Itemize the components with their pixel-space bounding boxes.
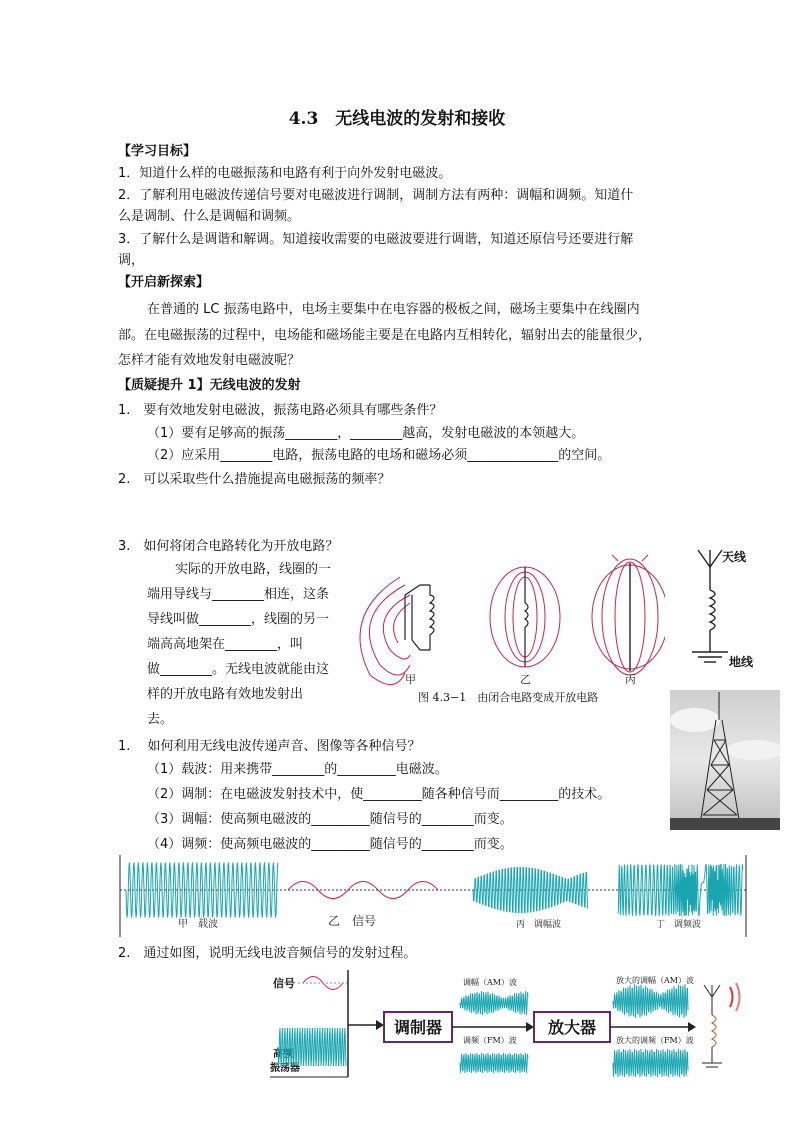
goal-line-4: 3．了解什么是调谐和解调。知道接收需要的电磁波要进行调谐，知道还原信号还要进行解	[118, 232, 634, 247]
page-title: 4.3 无线电波的发射和接收	[288, 109, 506, 129]
section1-heading: 【质疑提升 1】无线电波的发射	[118, 378, 301, 393]
q3-text-3: 导线叫做________，线圈的另一	[147, 612, 330, 627]
amplifier-label: 放大器	[547, 1018, 597, 1037]
s1-q1a: （1）要有足够高的振荡________，________越高，发射电磁波的本领越大。	[147, 426, 585, 441]
q3-text-4: 端高高地架在________，叫	[147, 637, 304, 652]
q3-text-1: 实际的开放电路，线圈的一	[175, 562, 332, 577]
q3-text-6: 样的开放电路有效地发射出	[147, 687, 304, 702]
wave-label-am: 丙 调幅波	[516, 920, 562, 930]
transmission-diagram	[268, 965, 748, 1083]
s2-item-4: （4）调频：使高频电磁波的_________随信号的________而变。	[147, 837, 513, 852]
wave-label-signal: 乙 信号	[328, 914, 377, 928]
explore-heading: 【开启新探索】	[118, 275, 210, 290]
fmsmall-path	[460, 1053, 528, 1073]
wave-label-fm: 丁 调频波	[656, 920, 702, 930]
explore-line-1: 在普通的 LC 振荡电路中，电场主要集中在电容器的极板之间，磁场主要集中在线圈内	[147, 302, 640, 317]
oscwave-path	[278, 1028, 346, 1066]
oscillator-label-1: 高频	[273, 1049, 293, 1060]
goal-line-2: 2．了解利用电磁波传递信号要对电磁波进行调制，调制方法有两种：调幅和调频。知道什	[118, 188, 634, 203]
explore-line-3: 怎样才能有效地发射电磁波呢？	[118, 353, 301, 368]
goal-line-1: 1．知道什么样的电磁振荡和电路有利于向外发射电磁波。	[118, 166, 452, 181]
fmlarge-path	[613, 1049, 688, 1077]
s1-q1: 1. 要有效地发射电磁波，振荡电路必须具有哪些条件？	[118, 403, 443, 418]
goals-heading: 【学习目标】	[118, 144, 197, 159]
s2-item-2: （2）调制：在电磁波发射技术中，使_________随各种信号而_________的技术。	[147, 787, 611, 802]
figure-caption: 图 4.3−1 由闭合电路变成开放电路	[418, 691, 599, 704]
am-amplified-label: 放大的调幅（AM）波	[616, 976, 694, 985]
am-wave-label: 调幅（AM）波	[463, 978, 517, 987]
tv-tower-photo	[670, 690, 780, 830]
fm-amplified-label: 放大的调频（FM）波	[616, 1036, 694, 1045]
antenna-label: 天线	[722, 550, 747, 564]
s1-q3: 3. 如何将闭合电路转化为开放电路？	[118, 539, 339, 554]
s2-item-3: （3）调幅：使高频电磁波的_________随信号的________而变。	[147, 812, 513, 827]
s2-q2: 2. 通过如图，说明无线电波音频信号的发射过程。	[118, 946, 417, 961]
q3-text-2: 端用导线与________相连，这条	[147, 587, 330, 602]
amsmall-path	[460, 991, 528, 1015]
oscillator-label-2: 振荡器	[270, 1063, 300, 1074]
s1-q1b: （2）应采用________电路，振荡电路的电场和磁场必须______________的空间。	[147, 448, 611, 463]
explore-line-2: 部。在电磁振荡的过程中，电场能和磁场能主要是在电路内互相转化，辐射出去的能量很少，	[118, 328, 652, 343]
carrier-path	[126, 862, 278, 917]
s2-q1: 1. 如何利用无线电波传递声音、图像等各种信号？	[118, 739, 421, 754]
goal-line-5: 调，	[118, 253, 145, 268]
signal-label: 信号	[273, 977, 295, 990]
goal-line-3: 么是调制、什么是调幅和调频。	[118, 209, 301, 224]
fm-wave-path	[618, 864, 743, 916]
wave-strip	[118, 855, 748, 937]
q3-text-7: 去。	[147, 712, 174, 727]
modulator-label: 调制器	[393, 1018, 443, 1037]
ground-label: 地线	[729, 655, 754, 669]
open-circuit-figure	[350, 555, 665, 705]
fig-label-jia: 甲	[405, 673, 416, 686]
amwave-path	[473, 868, 588, 913]
q3-text-5: 做________。无线电波就能由这	[147, 662, 330, 677]
fig-label-bing: 丙	[625, 673, 636, 686]
fig-label-yi: 乙	[520, 673, 531, 686]
s1-q2: 2. 可以采取些什么措施提高电磁振荡的频率？	[118, 472, 391, 487]
s2-item-1: （1）载波：用来携带________的_________电磁波。	[147, 762, 448, 777]
amlarge-path	[613, 984, 688, 1018]
fm-wave-label: 调频（FM）波	[463, 1036, 517, 1045]
wave-label-carrier: 甲 载波	[178, 919, 218, 930]
